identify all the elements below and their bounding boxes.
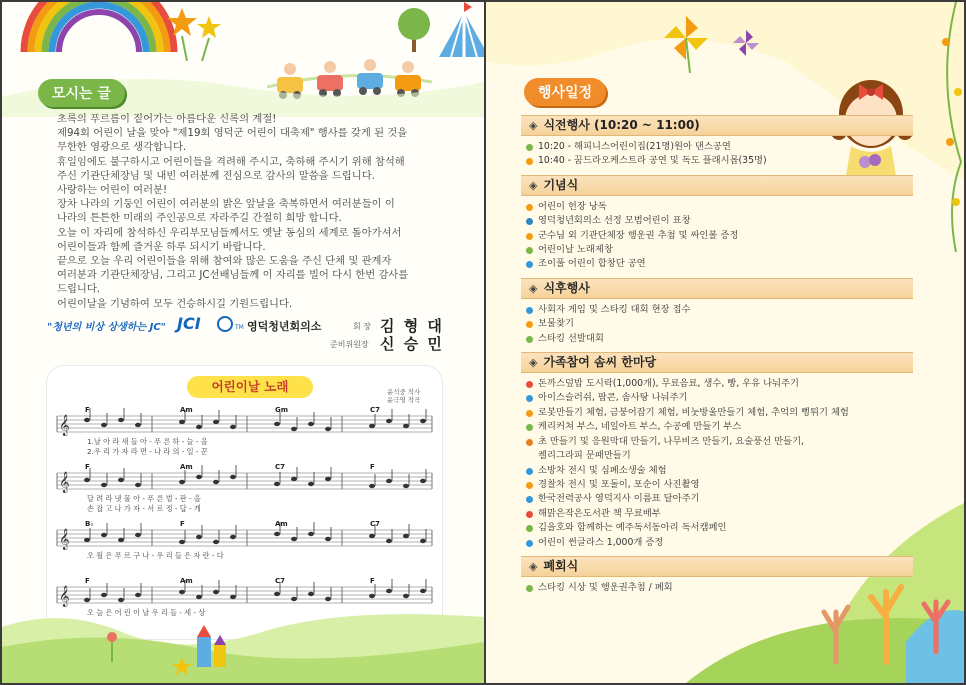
score-row (57, 406, 432, 456)
diamond-bullet-icon: ◈ (529, 119, 538, 132)
chord-label: C7 (370, 520, 381, 528)
committee-chair-name: 신 승 민 (380, 335, 444, 353)
note-head (386, 419, 392, 423)
treble-clef-icon: 𝄞 (59, 529, 70, 550)
note-head (369, 534, 375, 538)
chord-label: F (85, 463, 90, 471)
schedule-item-text: 스타킹 선발대회 (538, 332, 604, 344)
note-head (135, 483, 141, 487)
note-head (179, 540, 185, 544)
lyrics-line: 달 려 라 냇 물 아 - 푸 른 벌 - 판 - 을 (87, 494, 201, 503)
note-head (84, 478, 90, 482)
section-header (521, 278, 913, 299)
signature-block (47, 316, 467, 356)
note-head (135, 533, 141, 537)
schedule-item-text: 10:40 - 꿈드라오케스트라 공연 및 독도 플래시몹(35명) (538, 155, 767, 167)
note-head (403, 424, 409, 428)
jci-tm: TM (235, 324, 244, 331)
note-head (403, 484, 409, 488)
schedule-item-text: 돈까스덮밥 도시락(1,000개), 무료음료, 생수, 빵, 우유 나눠주기 (538, 378, 799, 390)
schedule-item-text: 케리커쳐 부스, 네일아트 부스, 수공예 만들기 부스 (538, 421, 742, 433)
note-head (118, 418, 124, 422)
schedule-item (521, 317, 913, 331)
chord-label: C7 (275, 577, 286, 585)
note-head (420, 539, 426, 543)
bullet-dot-icon (526, 307, 533, 314)
schedule-sections (521, 115, 913, 601)
note-head (213, 540, 219, 544)
schedule-item (521, 449, 913, 463)
schedule-item-text: 해맑은작은도서관 책 무료배부 (538, 507, 661, 519)
schedule-item-text: 조이풀 어린이 합창단 공연 (538, 258, 646, 270)
bullet-dot-icon (526, 381, 533, 388)
bullet-dot-icon (526, 468, 533, 475)
note-head (213, 420, 219, 424)
note-head (386, 539, 392, 543)
chord-label: Am (180, 463, 193, 471)
schedule-section (521, 278, 913, 346)
bullet-dot-icon (526, 540, 533, 547)
schedule-item-text: 어린이 헌장 낭독 (538, 200, 607, 212)
diamond-bullet-icon: ◈ (529, 356, 538, 370)
note-head (274, 422, 280, 426)
schedule-item (521, 154, 913, 168)
schedule-item (521, 332, 913, 346)
note-head (325, 427, 331, 431)
greeting-text: 초록의 푸르름이 짙어가는 아름다운 신록의 계절! 제94회 어린이 날을 맞아 "제19회 영덕군 어린이 대축제" 행사를 갖게 된 것을 무한한 영광으로 생각합니다. 휴일임에도 불구하시고 어린이들을 격려해 주시고, 축하해 주시기 위해 참석해 주신 기관단체장님 및 내빈 여러분께 진심으로 감사의 말씀을 드립니다. 사랑하는 어린이 여러분! 장차 나라의 기둥인 어린이 여러분의 밝은 앞날을 축복하면서 여러분들이 이 나라의 튼튼한 미래의 주인공으로 자라주길 간절히 희망 합니다. 오늘 이 자리에 참석하신 우리부모님들께서도 옛날 동심의 세계로 돌아가셔서 어린이들과 함께 즐거운 하루 되시기 바랍니다. 끝으로 오늘 우리 어린이들을 위해 참여와 많은 도움을 주신 단체 및 관계자 여러분과 기관단체장님, 그리고 JC선배님들께 이 자리를 빌어 다시 한번 감사를 드립니다. 어린이날을 기념하여 모두 건승하시길 기원드립니다. (57, 113, 409, 310)
bullet-dot-icon (526, 247, 533, 254)
committee-chair-role: 준비위원장 (330, 340, 369, 349)
schedule-item (521, 257, 913, 271)
bullet-dot-icon (526, 496, 533, 503)
chord-label: F (85, 406, 90, 414)
section-header (521, 352, 913, 373)
schedule-section (521, 115, 913, 169)
schedule-item-text: 사회자 게임 및 스타킹 대회 현장 접수 (538, 303, 691, 315)
note-head (230, 535, 236, 539)
schedule-item (521, 478, 913, 492)
note-head (196, 475, 202, 479)
schedule-item (521, 243, 913, 257)
chord-label: Am (180, 577, 193, 585)
lyrics-line: 손 잡 고 나 가 자 - 서 로 정 - 답 - 게 (87, 504, 201, 513)
schedule-item-text: 10:20 - 해피니스어린이집(21명)원아 댄스공연 (538, 141, 731, 152)
section-title: 식후행사 (543, 280, 590, 295)
bullet-dot-icon (526, 511, 533, 518)
section-header (521, 115, 913, 136)
schedule-item-text: 군수님 외 기관단체장 행운권 추첨 및 싸인볼 증정 (538, 229, 739, 241)
schedule-item (521, 200, 913, 214)
bullet-dot-icon (526, 144, 533, 151)
schedule-item-text: 켈리그라피 문패만들기 (538, 450, 631, 462)
note-head (196, 425, 202, 429)
note-head (196, 535, 202, 539)
schedule-item-text: 로봇만들기 체험, 금붕어잡기 체험, 비눗방울만들기 체험, 추억의 뻥튀기 체험 (538, 406, 849, 418)
chord-label: F (180, 520, 185, 528)
chord-label: Gm (275, 406, 289, 414)
schedule-item (521, 303, 913, 317)
bullet-dot-icon (526, 439, 533, 446)
jc-slogan: "청년의 비상 상생하는 JC" (47, 322, 166, 333)
chord-label: F (370, 577, 375, 585)
note-head (291, 537, 297, 541)
note-head (230, 425, 236, 429)
lyrics-line: 오 늘 은 어 린 이 날 우 리 들 - 세 - 상 (87, 608, 206, 617)
bullet-dot-icon (526, 261, 533, 268)
schedule-item-text: 영덕청년회의소 선정 모범어린이 표창 (538, 215, 691, 227)
president-name: 김 형 대 (380, 317, 444, 335)
schedule-item (521, 435, 913, 449)
schedule-item (521, 420, 913, 434)
treble-clef-icon: 𝄞 (59, 415, 70, 436)
song-title: 어린이날 노래 (187, 376, 313, 398)
diamond-bullet-icon: ◈ (529, 178, 538, 192)
note-head (101, 483, 107, 487)
chord-label: C7 (370, 406, 381, 414)
note-head (101, 423, 107, 427)
section-header (521, 175, 913, 196)
bullet-dot-icon (526, 233, 533, 240)
schedule-section (521, 175, 913, 272)
section-title: 폐회식 (543, 558, 579, 573)
left-page (2, 2, 484, 683)
schedule-item-text: 아이스슬러쉬, 팝콘, 솜사탕 나눠주기 (538, 392, 688, 404)
section-title: 가족참여 솜씨 한마당 (543, 355, 657, 370)
diamond-bullet-icon: ◈ (529, 559, 538, 573)
bullet-dot-icon (526, 424, 533, 431)
note-head (213, 480, 219, 484)
chord-label: C7 (275, 463, 286, 471)
schedule-section (521, 556, 913, 595)
note-head (291, 477, 297, 481)
schedule-item-text: 소방차 전시 및 심폐소생술 체험 (538, 464, 667, 476)
schedule-item-text: 어린이날 노래제창 (538, 244, 613, 256)
score-row (57, 520, 432, 560)
section-title: 기념식 (543, 177, 579, 192)
note-head (84, 538, 90, 542)
schedule-item-text: 경찰차 전시 및 포돌이, 포순이 사진촬영 (538, 478, 700, 490)
pinwheel-icon (656, 8, 776, 73)
rainbow-illustration (14, 2, 184, 52)
note-head (420, 479, 426, 483)
note-head (179, 480, 185, 484)
note-head (386, 479, 392, 483)
greeting-badge: 모시는 글 (38, 79, 125, 107)
schedule-item-text: 보물찾기 (538, 318, 574, 330)
chord-label: Am (180, 406, 193, 414)
note-head (101, 533, 107, 537)
schedule-badge: 행사일정 (524, 78, 606, 106)
lyrics-line: 2.우 리 가 자 라 면 - 나 라 의 - 일 - 꾼 (87, 447, 208, 456)
schedule-item (521, 464, 913, 478)
bullet-dot-icon (526, 336, 533, 343)
chord-label: F (370, 463, 375, 471)
treble-clef-icon: 𝄞 (59, 472, 70, 493)
note-head (369, 424, 375, 428)
note-head (179, 420, 185, 424)
bullet-dot-icon (526, 204, 533, 211)
note-head (274, 482, 280, 486)
schedule-item-text: 스타킹 시상 및 행운권추첨 / 폐회 (538, 581, 673, 593)
note-head (325, 537, 331, 541)
note-head (308, 482, 314, 486)
bullet-dot-icon (526, 525, 533, 532)
note-head (230, 475, 236, 479)
note-head (403, 534, 409, 538)
note-head (118, 538, 124, 542)
jci-ring-icon (217, 316, 233, 332)
schedule-item-text: 한국전력공사 영덕지사 이름표 달아주기 (538, 493, 700, 505)
song-credit: 윤석중 작사 윤극영 작곡 (387, 388, 421, 404)
note-head (135, 423, 141, 427)
note-head (308, 422, 314, 426)
note-head (420, 419, 426, 423)
lyrics-line: 오 월 은 푸 르 구 나 - 우 리 들 은 자 란 - 다 (87, 551, 224, 560)
jci-logo: JCI (177, 314, 201, 333)
note-head (308, 532, 314, 536)
schedule-item-text: 초 만들기 및 응원막대 만들기, 나무비즈 만들기, 요술풍선 만들기, (538, 435, 805, 447)
right-page (486, 2, 966, 683)
schedule-item (521, 492, 913, 506)
bullet-dot-icon (526, 321, 533, 328)
chord-label: F (85, 577, 90, 585)
bullet-dot-icon (526, 158, 533, 165)
schedule-item (521, 140, 913, 154)
grass-footer (2, 587, 484, 683)
diamond-bullet-icon: ◈ (529, 281, 538, 295)
note-head (291, 427, 297, 431)
schedule-item (521, 406, 913, 420)
schedule-item (521, 377, 913, 391)
schedule-item-text: 어린이 썬글라스 1,000개 증정 (538, 536, 664, 548)
bullet-dot-icon (526, 585, 533, 592)
schedule-item (521, 536, 913, 550)
treble-clef-icon: 𝄞 (59, 586, 70, 607)
schedule-item (521, 229, 913, 243)
schedule-item (521, 581, 913, 595)
score-row (57, 463, 432, 513)
lyrics-line: 1.날 아 라 새 들 아 - 푸 른 하 - 늘 - 을 (87, 437, 208, 446)
note-head (369, 484, 375, 488)
bullet-dot-icon (526, 395, 533, 402)
bullet-dot-icon (526, 482, 533, 489)
section-title: 식전행사 (10:20 ~ 11:00) (543, 118, 700, 132)
note-head (274, 532, 280, 536)
organization-name: 영덕청년회의소 (247, 320, 322, 333)
schedule-item (521, 391, 913, 405)
note-head (325, 477, 331, 481)
president-role: 회 장 (353, 322, 371, 331)
schedule-item-text: 김을호와 함께하는 예주독서동아리 독서캠페인 (538, 522, 727, 534)
note-head (84, 418, 90, 422)
bullet-dot-icon (526, 410, 533, 417)
chord-label: Am (275, 520, 288, 528)
star-flowers-icon (167, 6, 227, 61)
note-head (118, 478, 124, 482)
schedule-section (521, 352, 913, 550)
chord-label: B♭ (85, 520, 94, 528)
schedule-item (521, 507, 913, 521)
section-header (521, 556, 913, 577)
schedule-item (521, 214, 913, 228)
schedule-item (521, 521, 913, 535)
bullet-dot-icon (526, 218, 533, 225)
